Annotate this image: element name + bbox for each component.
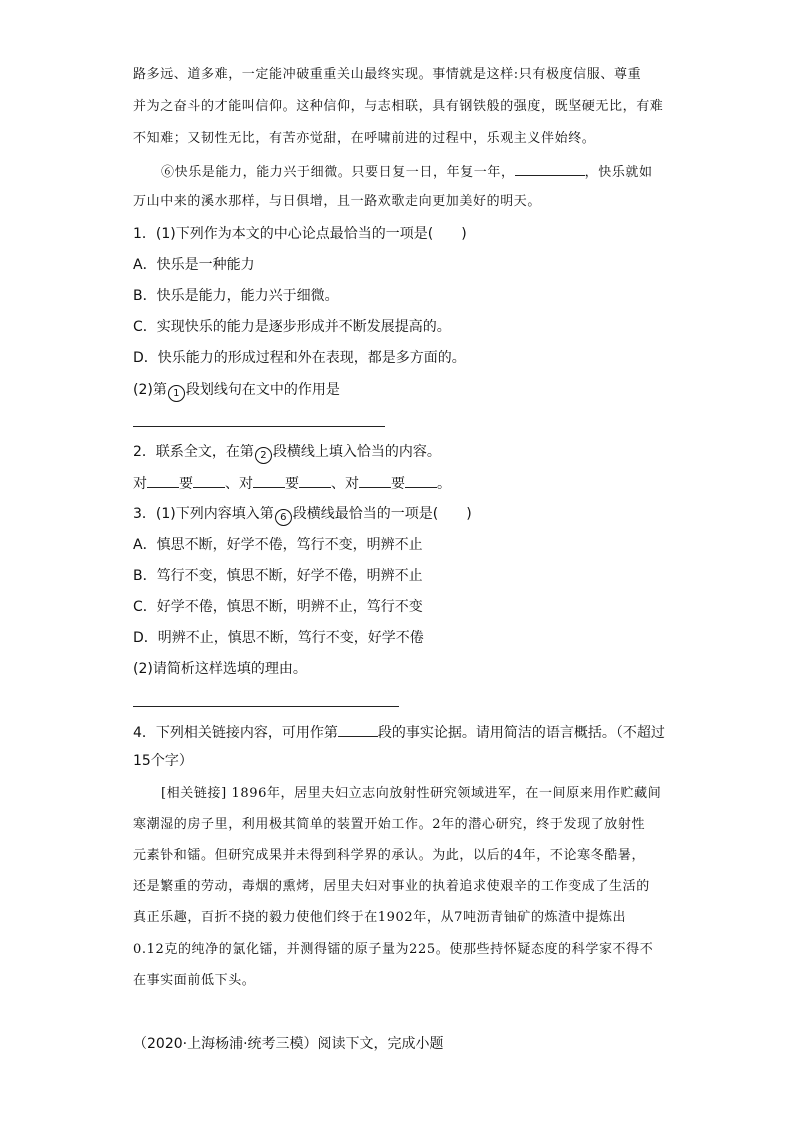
question-3-part-2: (2)请简析这样选填的理由。 <box>133 661 307 677</box>
fill-in-blank[interactable] <box>299 473 331 488</box>
question-text: 段划线句在文中的作用是 <box>185 382 340 398</box>
fill-in-blank[interactable] <box>253 473 285 488</box>
answer-line[interactable] <box>133 706 399 707</box>
fill-label: 、 <box>331 476 345 492</box>
question-4-stem <box>133 722 665 743</box>
related-link-line: 元素钋和镭。但研究成果并未得到科学界的承认。为此，以后的4年，不论寒冬酷暑， <box>133 848 646 863</box>
question-text: 段横线上填入恰当的内容。 <box>272 444 441 460</box>
fill-in-blank[interactable] <box>147 473 179 488</box>
related-link-line: [相关链接] 1896年，居里夫妇立志向放射性研究领域进军，在一间原来用作贮藏间 <box>161 786 662 801</box>
question-1-part-2 <box>133 380 340 402</box>
passage-text: 快乐是能力，能力兴于细微。只要日复一日，年复一年， <box>174 165 515 180</box>
question-text: (2)第 <box>133 382 167 398</box>
fill-in-blank[interactable] <box>405 473 437 488</box>
fill-label: 对 <box>239 476 253 492</box>
fill-label: 、 <box>225 476 239 492</box>
question-1-option-b[interactable]: B．快乐是能力，能力兴于细微。 <box>133 288 339 304</box>
question-text: 3．(1)下列内容填入第 <box>133 506 274 522</box>
fill-label: 要 <box>391 476 405 492</box>
related-link-line: 寒潮湿的房子里，利用极其简单的装置开始工作。2年的潜心研究，终于发现了放射性 <box>133 817 646 832</box>
circled-number-6: 6 <box>275 509 292 526</box>
question-3-option-a[interactable]: A．慎思不断，好学不倦，笃行不变，明辨不止 <box>133 537 423 553</box>
question-3-option-b[interactable]: B．笃行不变，慎思不断，好学不倦，明辨不止 <box>133 568 423 584</box>
circled-number-1: 1 <box>168 385 185 402</box>
passage-paragraph-line: 万山中来的溪水那样，与日俱增，且一路欢歌走向更加美好的明天。 <box>133 194 542 209</box>
question-1-stem: 1．(1)下列作为本文的中心论点最恰当的一项是( ) <box>133 226 467 242</box>
fill-label: 对 <box>345 476 359 492</box>
related-link-line: 在事实面前低下头。 <box>133 973 256 988</box>
fill-in-blank[interactable] <box>193 473 225 488</box>
question-text: 段的事实论据。请用简洁的语言概括。（不超过 <box>377 725 665 741</box>
question-1-option-d[interactable]: D．快乐能力的形成过程和外在表现，都是多方面的。 <box>133 350 466 366</box>
question-text: 4．下列相关链接内容，可用作第 <box>133 725 338 741</box>
passage-paragraph-line: 不知难；又韧性无比，有苦亦觉甜，在呼啸前进的过程中，乐观主义伴始终。 <box>133 131 596 146</box>
passage-paragraph-6 <box>161 161 653 183</box>
related-link-line: 真正乐趣，百折不挠的毅力使他们终于在1902年，从7吨沥青铀矿的炼渣中提炼出 <box>133 910 627 925</box>
passage-text: ，快乐就如 <box>584 165 653 180</box>
question-3-option-c[interactable]: C．好学不倦，慎思不断，明辨不止，笃行不变 <box>133 599 423 615</box>
circled-number-2: 2 <box>255 447 272 464</box>
related-link-line: 0.12克的纯净的氯化镭，并测得镭的原子量为225。使那些持怀疑态度的科学家不得不 <box>133 942 654 957</box>
question-text: 2．联系全文，在第 <box>133 444 254 460</box>
fill-in-blank[interactable] <box>338 722 378 737</box>
fill-label: 。 <box>437 476 451 492</box>
question-2-stem <box>133 442 441 464</box>
passage-paragraph-line: 路多远、道多难，一定能冲破重重关山最终实现。事情就是这样:只有极度信服、尊重 <box>133 67 642 82</box>
question-4-stem-continued: 15个字） <box>133 753 193 769</box>
next-section-source: （2020·上海杨浦·统考三模）阅读下文，完成小题 <box>133 1036 444 1052</box>
fill-in-blank[interactable] <box>359 473 391 488</box>
question-2-fill-row <box>133 473 451 494</box>
passage-paragraph-line: 并为之奋斗的才能叫信仰。这种信仰，与志相联，具有钢铁般的强度，既坚硬无比，有难 <box>133 99 664 114</box>
question-1-option-a[interactable]: A．快乐是一种能力 <box>133 257 255 273</box>
question-3-option-d[interactable]: D．明辨不止，慎思不断，笃行不变，好学不倦 <box>133 630 424 646</box>
related-link-line: 还是繁重的劳动，毒烟的熏烤，居里夫妇对事业的执着追求使艰辛的工作变成了生活的 <box>133 879 650 894</box>
fill-label: 要 <box>285 476 299 492</box>
fill-label: 对 <box>133 476 147 492</box>
question-1-option-c[interactable]: C．实现快乐的能力是逐步形成并不断发展提高的。 <box>133 319 451 335</box>
paragraph-number: ⑥ <box>161 165 175 180</box>
question-text: 段横线最恰当的一项是( ) <box>292 506 472 522</box>
fill-label: 要 <box>179 476 193 492</box>
question-3-stem <box>133 504 472 526</box>
answer-line[interactable] <box>133 426 385 427</box>
fill-in-blank[interactable] <box>515 161 585 176</box>
